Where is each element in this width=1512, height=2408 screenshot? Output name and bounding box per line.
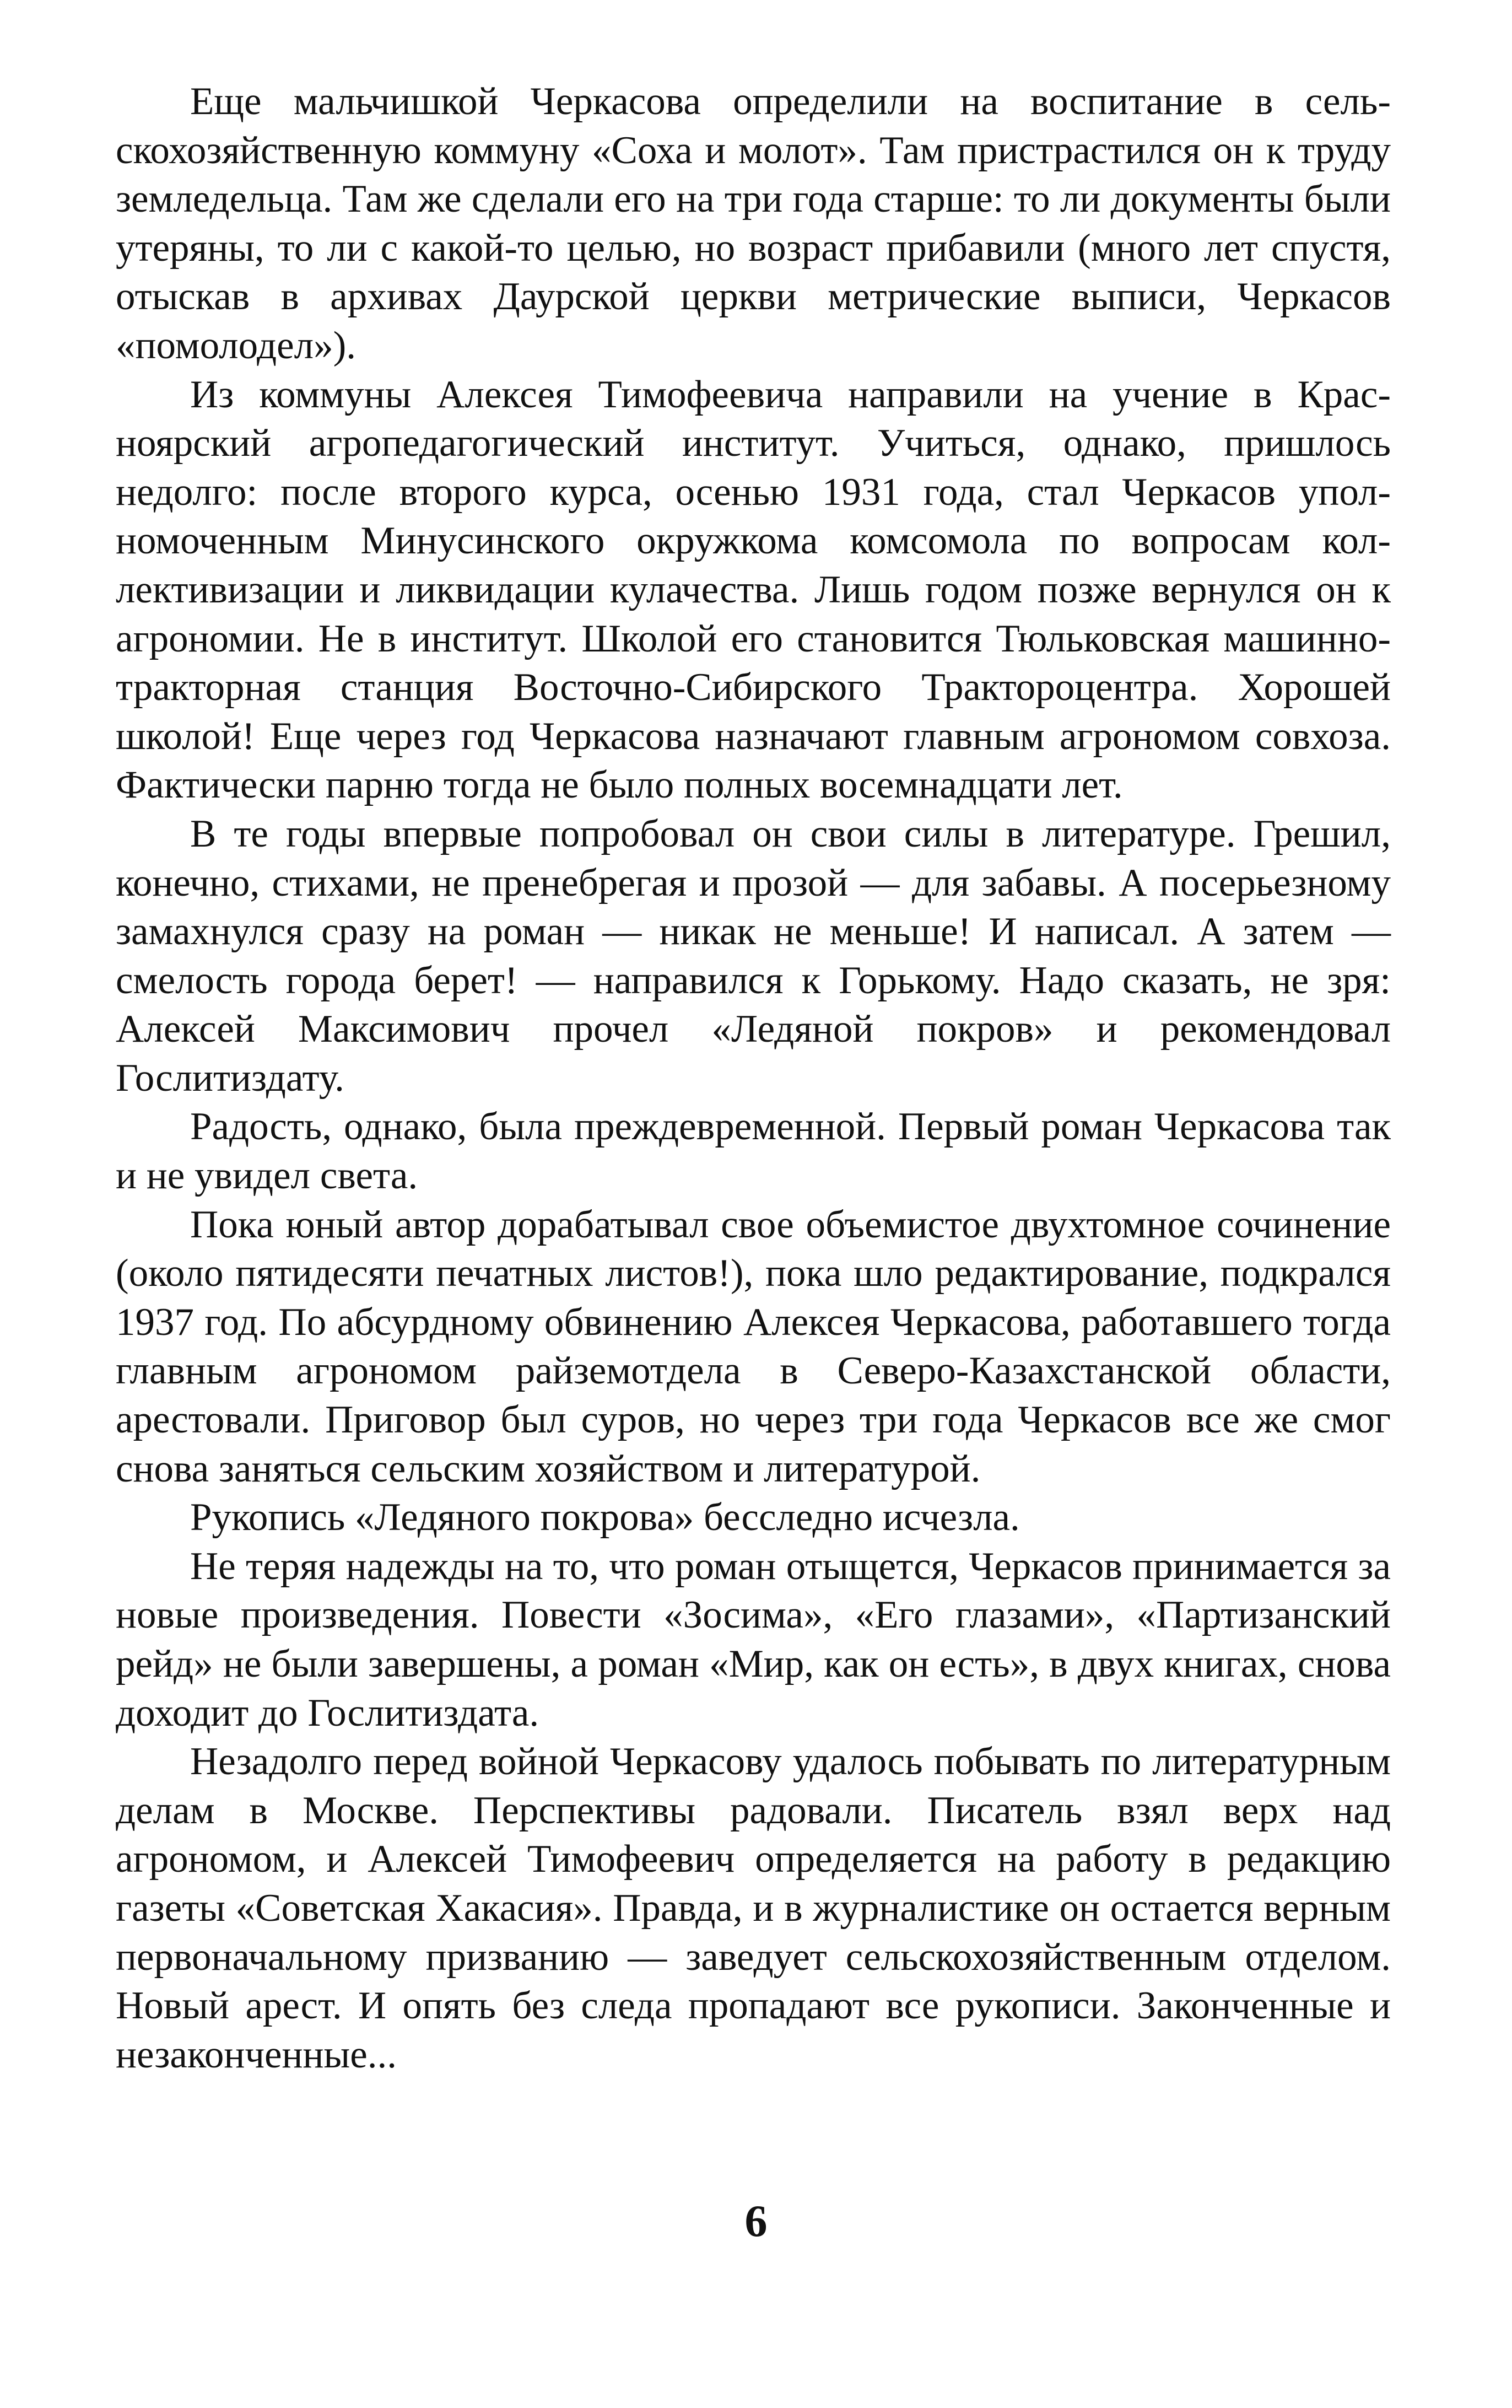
- paragraph: Не теряя надежды на то, что роман отыщется, Черкасов принимается за новые произведения. Повести «Зосима», «Его глазами», «Партизанский рейд» не были завершены, а роман «Мир, как он есть», в двух книгах, снова доходит до Гослитиздата.: [116, 1544, 1391, 1734]
- paragraph: В те годы впервые попробовал он свои силы в литературе. Грешил, конечно, стихами, не пренебрегая и прозой — для забавы. А посерьезному замахнулся сразу на роман — никак не меньше! И написал. А затем — смелость города берет! — направился к Горькому. Надо сказать, не зря: Алексей Максимович прочел «Ледяной покров» и рекомендовал Гослитиздату.: [116, 812, 1391, 1100]
- paragraph: Рукопись «Ледяного покрова» бесследно исчезла.: [190, 1496, 1020, 1539]
- page-number: 6: [744, 2196, 768, 2246]
- paragraph: Пока юный автор дорабатывал свое объемистое двухтомное сочинение (около пятидесяти печатных листов!), пока шло редактирование, подкрался 1937 год. По абсурдному обвинению Алексея Черкасова, работавшего тогда главным агрономом райземотдела в Северо-Казахстанской области, арестовали. Приговор был суров, но через три года Черкасов все же смог снова заняться сельским хозяйством и литературой.: [116, 1203, 1391, 1490]
- paragraph: Из коммуны Алексея Тимофеевича направили на учение в Красноярский агропедагогический институт. Учиться, однако, пришлось недолго: после второго курса, осенью 1931 года, стал Черкасов уполномоченным Минусинского окружкома комсомола по вопросам коллективизации и ликвидации кулачества. Лишь годом позже вернулся он к агрономии. Не в институт. Школой его становится Тюльковская машинно-тракторная станция Восточно-Сибирского Трактороцентра. Хорошей школой! Еще через год Черкасова назначают главным агрономом совхоза. Фактически парню тогда не было полных восемнадцати лет.: [116, 373, 1391, 807]
- paragraph: Радость, однако, была преждевременной. Первый роман Черкасова так и не увидел света.: [116, 1105, 1391, 1198]
- paragraph: Еще мальчишкой Черкасова определили на воспитание в сельскохозяйственную коммуну «Соха и молот». Там пристрастился он к труду земледельца. Там же сделали его на три года старше: то ли документы были утеряны, то ли с какой-то целью, но возраст прибавили (много лет спустя, отыскав в архивах Даурской церкви метрические выписи, Черкасов «помолодел»).: [116, 80, 1391, 367]
- paragraph: Незадолго перед войной Черкасову удалось побывать по литературным делам в Москве. Перспективы радовали. Писатель взял верх над агрономом, и Алексей Тимофеевич определяется на работу в редакцию газеты «Советская Хакасия». Правда, и в журналистике он остается верным первоначальному призванию — заведует сельскохозяйственным отделом. Новый арест. И опять без следа пропадают все рукописи. Законченные и незаконченные...: [116, 1740, 1391, 2076]
- page-body: [116, 77, 1391, 2079]
